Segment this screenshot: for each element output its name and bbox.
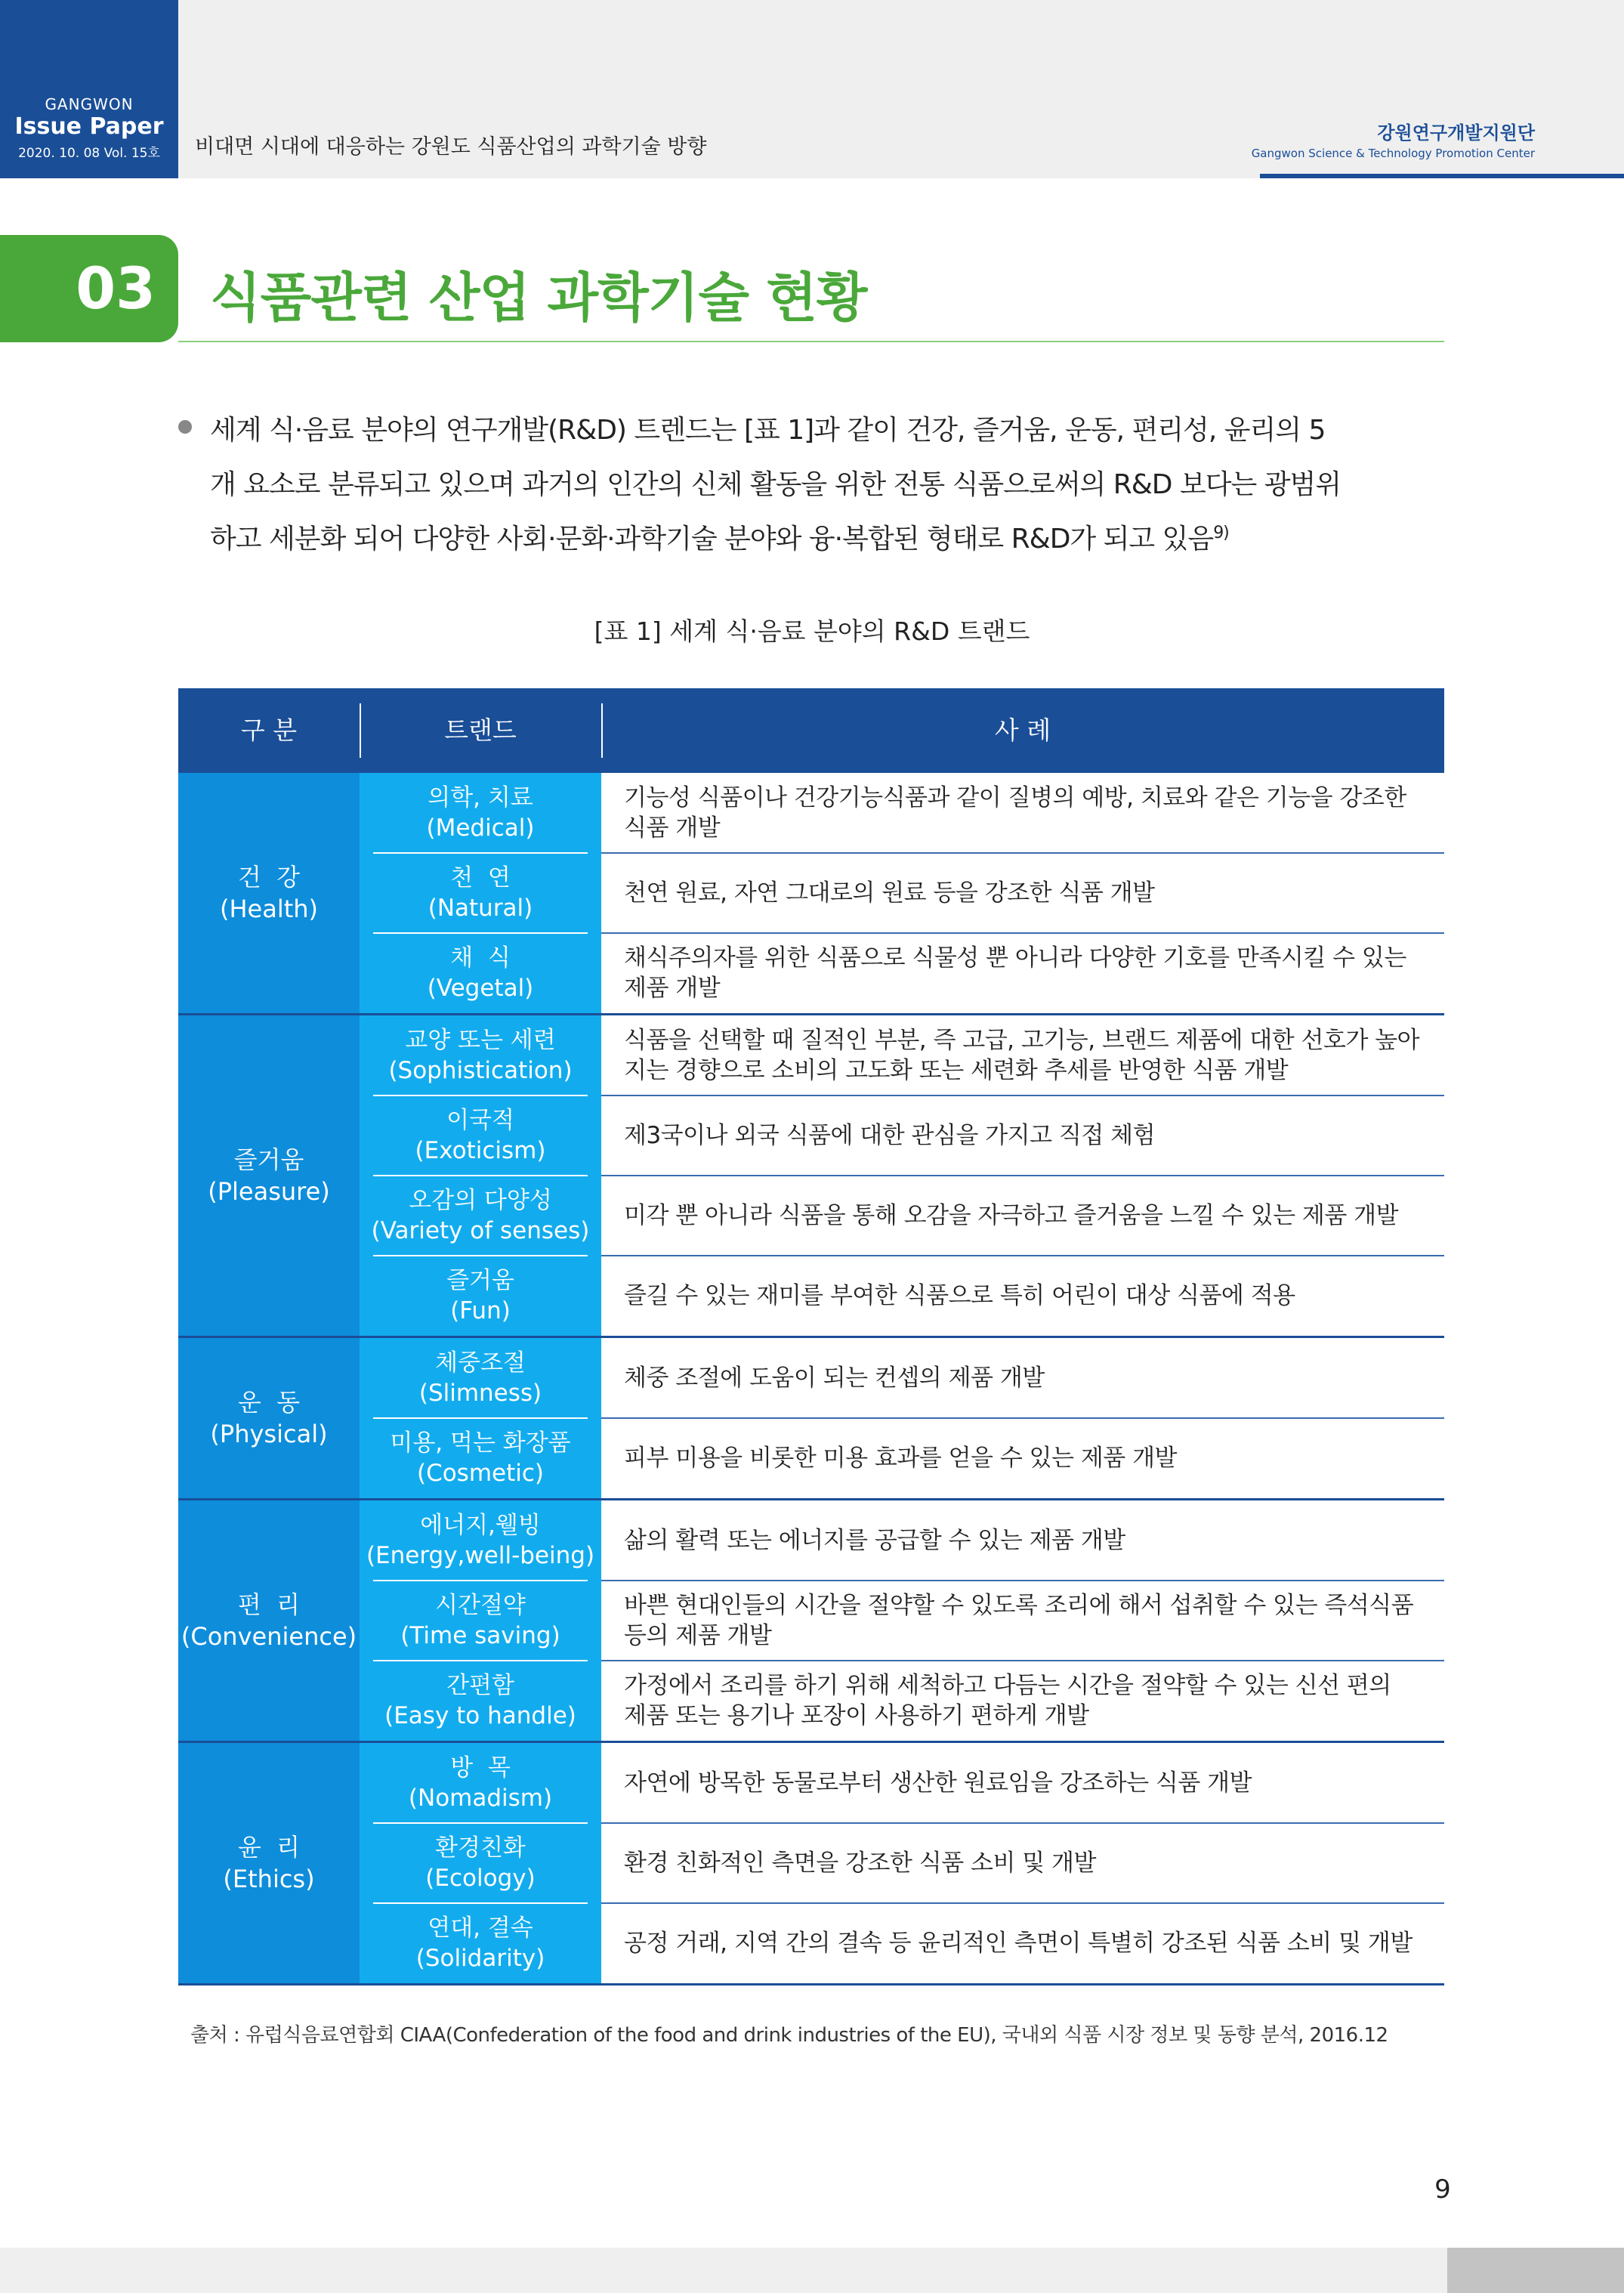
trend-name-ko: 천 연 [450, 864, 511, 892]
table-row [178, 1661, 1444, 1741]
example-cell [624, 933, 1432, 1013]
trend-cell [360, 853, 601, 933]
trend-cell [360, 1581, 601, 1661]
trend-name-en: (Fun) [450, 1297, 511, 1324]
category-name-en: (Physical) [210, 1420, 328, 1448]
header-trend: 트랜드 [444, 715, 517, 745]
paragraph-line [210, 512, 1449, 567]
trend-name-ko: 즐거움 [446, 1267, 514, 1294]
trend-cell [360, 1661, 601, 1741]
trend-name-en: (Variety of senses) [371, 1217, 590, 1244]
trend-cell [360, 1176, 601, 1256]
trend-name-en: (Time saving) [400, 1622, 560, 1649]
example-line: 즐길 수 있는 재미를 부여한 식품으로 특히 어린이 대상 식품에 적용 [624, 1282, 1295, 1309]
trend-cell [360, 1418, 601, 1498]
trend-name-en: (Vegetal) [427, 975, 534, 1002]
trend-cell [360, 1096, 601, 1176]
example-line: 기능성 식품이나 건강기능식품과 같이 질병의 예방, 치료와 같은 기능을 강조한 [624, 784, 1406, 811]
example-line: 제3국이나 외국 식품에 대한 관심을 가지고 직접 체험 [624, 1122, 1156, 1149]
trend-name-ko: 연대, 결속 [428, 1914, 533, 1942]
example-line: 공정 거래, 지역 간의 결속 등 윤리적인 측면이 특별히 강조된 식품 소비 및 개발 [624, 1930, 1413, 1957]
example-text [624, 1590, 1413, 1651]
example-text [624, 1670, 1391, 1731]
paragraph-line: 세계 식·음료 분야의 연구개발(R&D) 트렌드는 [표 1]과 같이 건강, 즐거움, 운동, 편리성, 윤리의 5 [210, 415, 1326, 446]
brand-top-text: GANGWON [45, 95, 134, 113]
brand-logo-block [0, 0, 178, 178]
example-text [624, 1928, 1413, 1958]
table-group [178, 1015, 1444, 1338]
example-cell [624, 1418, 1432, 1498]
trend-name-en: (Slimness) [418, 1380, 542, 1407]
trend-name-ko: 교양 또는 세련 [405, 1027, 556, 1054]
table-row [178, 1256, 1444, 1336]
trend-name-en: (Ecology) [425, 1865, 536, 1892]
organization-underline [1260, 174, 1624, 178]
trend-cell [360, 1500, 601, 1581]
table-row [178, 853, 1444, 933]
trend-name-ko: 환경친화 [435, 1834, 526, 1862]
brand-main-text: Issue Paper [14, 113, 164, 140]
trend-name-en: (Natural) [428, 895, 533, 922]
trend-cell [360, 1256, 601, 1336]
table-row [178, 1743, 1444, 1823]
section-divider [178, 341, 1444, 342]
trend-name-en: (Easy to handle) [384, 1702, 576, 1729]
table-row [178, 1581, 1444, 1661]
table-row [178, 1418, 1444, 1498]
organization-name-en: Gangwon Science & Technology Promotion Center [1251, 147, 1535, 160]
table-header [178, 688, 1444, 773]
table-row [178, 1096, 1444, 1176]
page-footer-accent [1447, 2248, 1624, 2293]
example-text [624, 1848, 1096, 1878]
trend-cell [360, 1015, 601, 1096]
trend-cell [360, 1743, 601, 1823]
trend-cell [360, 773, 601, 853]
trend-name-ko: 미용, 먹는 화장품 [390, 1429, 571, 1457]
example-text [624, 878, 1155, 908]
rnd-trend-table [178, 688, 1444, 1986]
example-text [624, 1120, 1155, 1151]
example-line: 환경 친화적인 측면을 강조한 식품 소비 및 개발 [624, 1850, 1096, 1877]
table-row [178, 933, 1444, 1013]
example-cell [624, 1903, 1432, 1983]
example-line: 지는 경향으로 소비의 고도화 또는 세련화 추세를 반영한 식품 개발 [624, 1057, 1289, 1084]
example-cell [624, 853, 1432, 933]
example-line: 천연 원료, 자연 그대로의 원료 등을 강조한 식품 개발 [624, 879, 1155, 907]
example-text [624, 1768, 1252, 1798]
section-title: 식품관련 산업 과학기술 현황 [210, 267, 867, 329]
table-row [178, 1903, 1444, 1983]
trend-name-ko: 체중조절 [435, 1349, 526, 1377]
example-line: 식품 개발 [624, 814, 721, 842]
trend-name-en: (Solidarity) [415, 1945, 545, 1972]
example-line: 제품 또는 용기나 포장이 사용하기 편하게 개발 [624, 1702, 1089, 1729]
trend-cell [360, 1338, 601, 1418]
example-line: 자연에 방목한 동물로부터 생산한 원료임을 강조하는 식품 개발 [624, 1769, 1252, 1797]
table-group [178, 1338, 1444, 1500]
section-number-badge: 03 [0, 235, 178, 342]
example-line: 식품을 선택할 때 질적인 부분, 즉 고급, 고기능, 브랜드 제품에 대한 선호가 높아 [624, 1027, 1420, 1054]
table-row [178, 1015, 1444, 1096]
example-line: 체중 조절에 도움이 되는 컨셉의 제품 개발 [624, 1364, 1045, 1392]
example-cell [624, 1581, 1432, 1661]
example-cell [624, 1256, 1432, 1336]
example-line: 제품 개발 [624, 975, 721, 1002]
paragraph-line: 개 요소로 분류되고 있으며 과거의 인간의 신체 활동을 위한 전통 식품으로써의 R&D 보다는 광범위 [210, 469, 1341, 500]
example-cell [624, 1176, 1432, 1256]
example-cell [624, 1661, 1432, 1741]
trend-cell [360, 1903, 601, 1983]
table-row [178, 773, 1444, 853]
header-example: 사 례 [994, 715, 1051, 745]
category-name-en: (Ethics) [223, 1865, 315, 1893]
trend-name-ko: 오감의 다양성 [409, 1187, 552, 1214]
trend-name-en: (Medical) [426, 814, 535, 842]
source-note: 출처 : 유럽식음료연합회 CIAA(Confederation of the food and drink industries of the EU), 국내외 식품 시장 정보 및 동향 분석, 2016.12 [190, 2024, 1388, 2047]
example-line: 바쁜 현대인들의 시간을 절약할 수 있도록 조리에 해서 섭취할 수 있는 즉석식품 [624, 1592, 1414, 1619]
table-row [178, 1500, 1444, 1581]
category-name-ko: 윤 리 [237, 1833, 301, 1862]
page-header [0, 0, 1624, 178]
footnote-marker: 9) [1213, 524, 1229, 542]
example-cell [624, 1096, 1432, 1176]
trend-name-ko: 채 식 [450, 944, 511, 972]
organization-name-ko: 강원연구개발지원단 [1377, 122, 1535, 144]
example-text [624, 943, 1406, 1003]
category-name-en: (Health) [219, 895, 319, 923]
example-line: 등의 제품 개발 [624, 1622, 772, 1649]
trend-name-ko: 에너지,웰빙 [420, 1512, 541, 1539]
trend-name-ko: 시간절약 [435, 1592, 526, 1619]
example-cell [624, 773, 1432, 853]
trend-name-en: (Sophistication) [388, 1057, 573, 1084]
example-text [624, 1025, 1419, 1086]
trend-cell [360, 1823, 601, 1903]
example-cell [624, 1743, 1432, 1823]
example-cell [624, 1015, 1432, 1096]
trend-name-ko: 이국적 [446, 1107, 514, 1134]
paragraph-line-text: 하고 세분화 되어 다양한 사회·문화·과학기술 분야와 융·복합된 형태로 R&D가 되고 있음 [210, 524, 1214, 555]
trend-name-en: (Nomadism) [408, 1785, 553, 1812]
example-text [624, 1281, 1295, 1311]
example-line: 채식주의자를 위한 식품으로 식물성 뿐 아니라 다양한 기호를 만족시킬 수 있는 [624, 944, 1406, 972]
example-text [624, 783, 1406, 843]
header-category: 구 분 [240, 715, 298, 745]
table-row [178, 1338, 1444, 1418]
example-cell [624, 1338, 1432, 1418]
trend-name-ko: 의학, 치료 [428, 784, 533, 811]
category-name-en: (Convenience) [181, 1622, 357, 1651]
category-name-ko: 건 강 [237, 863, 301, 892]
table-group [178, 1500, 1444, 1743]
example-line: 미각 뿐 아니라 식품을 통해 오감을 자극하고 즐거움을 느낄 수 있는 제품 개발 [624, 1202, 1399, 1229]
example-text [624, 1443, 1177, 1473]
example-line: 가정에서 조리를 하기 위해 세척하고 다듬는 시간을 절약할 수 있는 신선 편의 [624, 1672, 1391, 1699]
trend-name-en: (Cosmetic) [416, 1460, 545, 1487]
category-name-ko: 운 동 [237, 1388, 301, 1417]
category-name-ko: 편 리 [237, 1590, 301, 1619]
example-line: 삶의 활력 또는 에너지를 공급할 수 있는 제품 개발 [624, 1527, 1125, 1554]
trend-cell [360, 933, 601, 1013]
example-line: 피부 미용을 비롯한 미용 효과를 얻을 수 있는 제품 개발 [624, 1445, 1177, 1472]
category-name-ko: 즐거움 [233, 1145, 304, 1174]
trend-name-en: (Energy,well-being) [366, 1542, 595, 1569]
table-group [178, 1743, 1444, 1986]
trend-name-en: (Exoticism) [415, 1137, 546, 1164]
trend-name-ko: 간편함 [446, 1672, 514, 1699]
example-text [624, 1525, 1125, 1556]
table-row [178, 1823, 1444, 1903]
table-row [178, 1176, 1444, 1256]
category-name-en: (Pleasure) [208, 1177, 330, 1206]
example-cell [624, 1823, 1432, 1903]
page-footer-bar [0, 2248, 1447, 2293]
trend-name-ko: 방 목 [450, 1754, 511, 1782]
example-text [624, 1201, 1398, 1231]
brand-date-text: 2020. 10. 08 Vol. 15호 [18, 146, 160, 161]
example-cell [624, 1500, 1432, 1581]
table-body [178, 773, 1444, 1986]
table-caption: [표 1] 세계 식·음료 분야의 R&D 트랜드 [594, 617, 1030, 646]
table-group [178, 773, 1444, 1015]
page-number: 9 [1434, 2174, 1451, 2205]
header-document-title: 비대면 시대에 대응하는 강원도 식품산업의 과학기술 방향 [195, 135, 707, 159]
bullet-icon [178, 420, 192, 434]
body-paragraph [210, 403, 1449, 567]
example-text [624, 1363, 1045, 1393]
